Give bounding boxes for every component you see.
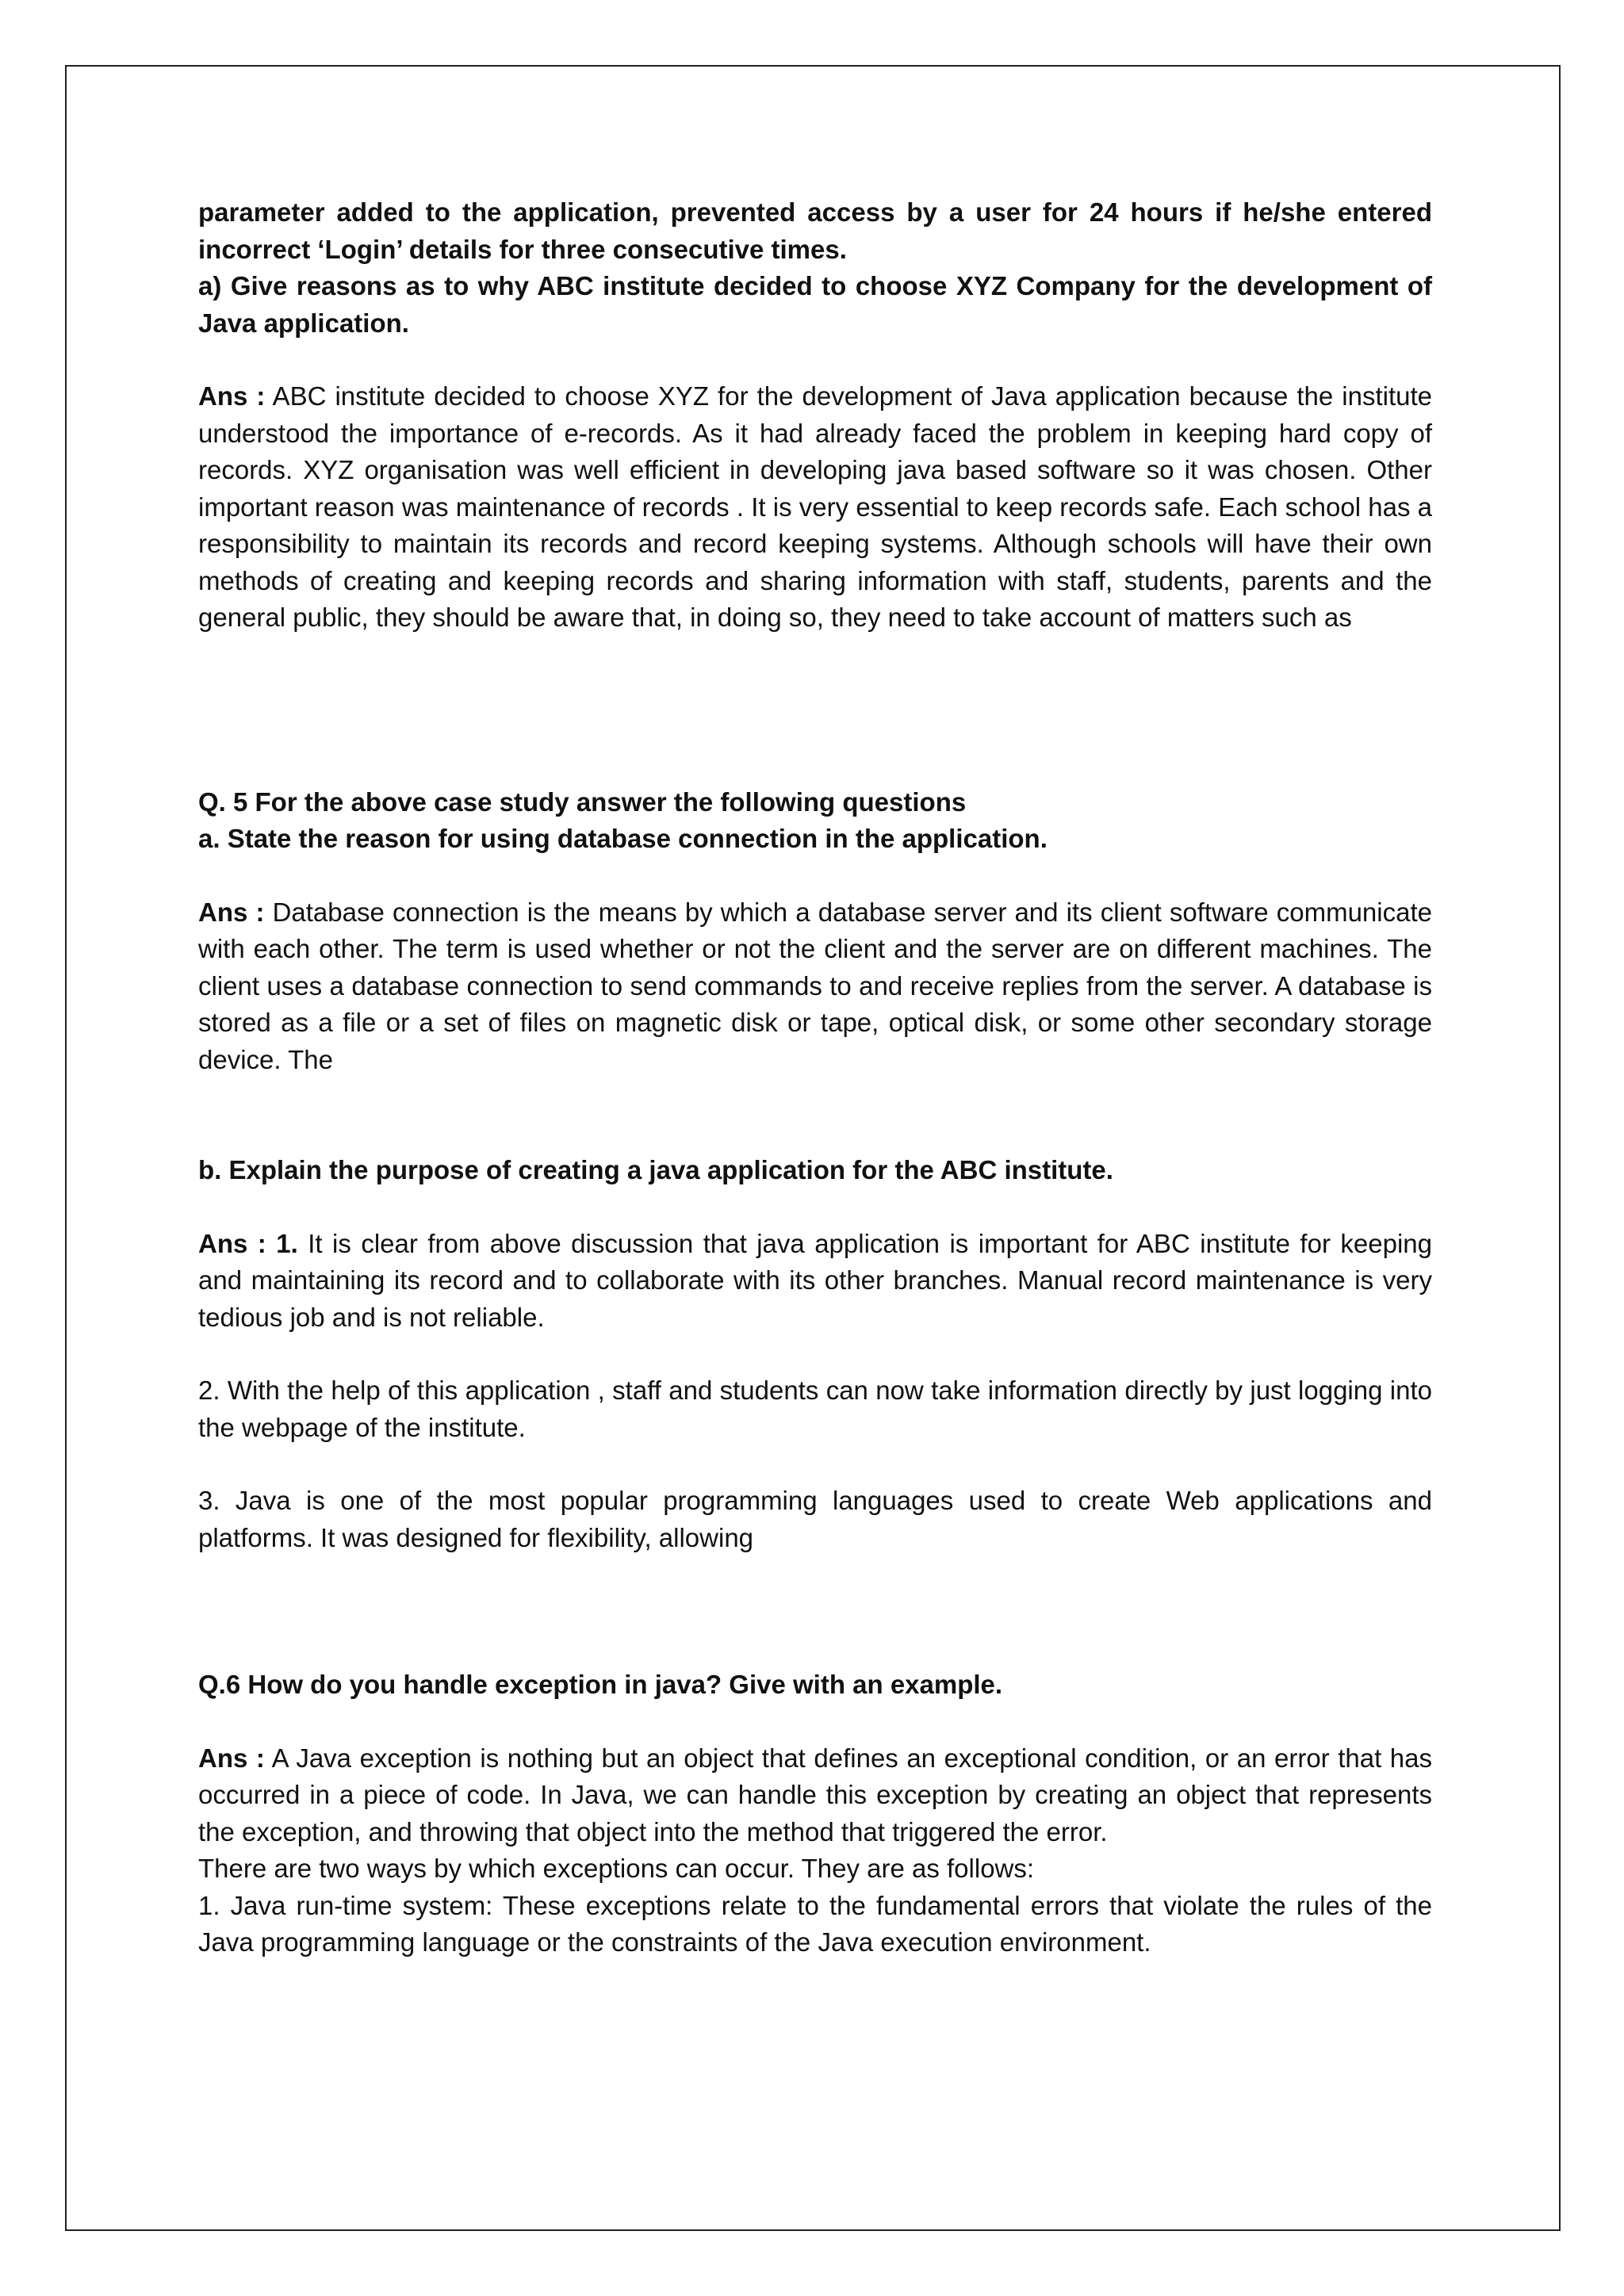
question-a: a) Give reasons as to why ABC institute decided to choose XYZ Company for the development of Java application. — [198, 271, 1432, 338]
q5-part-a: a. State the reason for using database connection in the application. — [198, 824, 1048, 853]
q5-answer-a-paragraph — [198, 894, 1432, 1079]
answer-text: A Java exception is nothing but an object that defines an exceptional condition, or an error that has occurred in a piece of code. In Java, we can handle this exception by creating an object that represents the exception, and throwing that object into the method that triggered the error. — [198, 1743, 1432, 1846]
q5-answer-b-point3: 3. Java is one of the most popular programming languages used to create Web applications and platforms. It was designed for flexibility, allowing — [198, 1486, 1432, 1552]
q6-way-1: 1. Java run-time system: These exceptions relate to the fundamental errors that violate the rules of the Java programming language or the constraints of the Java execution environment. — [198, 1890, 1432, 1957]
answer-label: Ans : — [198, 897, 265, 927]
q6-answer-paragraph — [198, 1740, 1432, 1851]
answer-text: It is clear from above discussion that java application is important for ABC institute for keeping and maintaining its record and to collaborate with its other branches. Manual record maintenance is very tedious job and is not reliable. — [198, 1228, 1432, 1332]
answer-label: Ans : — [198, 1743, 265, 1773]
q6-title: Q.6 How do you handle exception in java? Give with an example. — [198, 1670, 1003, 1699]
q5-part-b: b. Explain the purpose of creating a java application for the ABC institute. — [198, 1155, 1113, 1184]
q5-title: Q. 5 For the above case study answer the following questions — [198, 786, 967, 817]
answer-text: Database connection is the means by which a database server and its client software communicate with each other. The term is used whether or not the client and the server are on different machines. The client uses a database connection to send commands to and receive replies from the server. A database is stored as a file or a set of files on magnetic disk or tape, optical disk, or some other secondary storage device. The — [198, 897, 1432, 1074]
answer-text: ABC institute decided to choose XYZ for the development of Java application because the institute understood the importance of e-records. As it had already faced the problem in keeping hard copy of records. XYZ organisation was well efficient in developing java based software so it was chosen. Other important reason was maintenance of records . It is very essential to keep records safe. Each school has a responsibility to maintain its records and record keeping systems. Although schools will have their own methods of creating and keeping records and sharing information with staff, students, parents and the general public, they should be aware that, in doing so, they need to take account of matters such as — [198, 381, 1433, 632]
answer-label: Ans : — [198, 381, 266, 411]
q5-answer-b-point1 — [198, 1226, 1432, 1337]
q6-ways-intro: There are two ways by which exceptions can occur. They are as follows: — [198, 1854, 1035, 1883]
answer-label: Ans : 1. — [198, 1228, 298, 1258]
q5-answer-b-point2: 2. With the help of this application , staff and students can now take information directly by just logging into the webpage of the institute. — [198, 1376, 1432, 1442]
answer-a-paragraph — [198, 378, 1432, 637]
intro-paragraph: parameter added to the application, prevented access by a user for 24 hours if he/she entered incorrect ‘Login’ details for three consecutive times. — [198, 197, 1432, 264]
document-body — [198, 194, 1432, 1961]
